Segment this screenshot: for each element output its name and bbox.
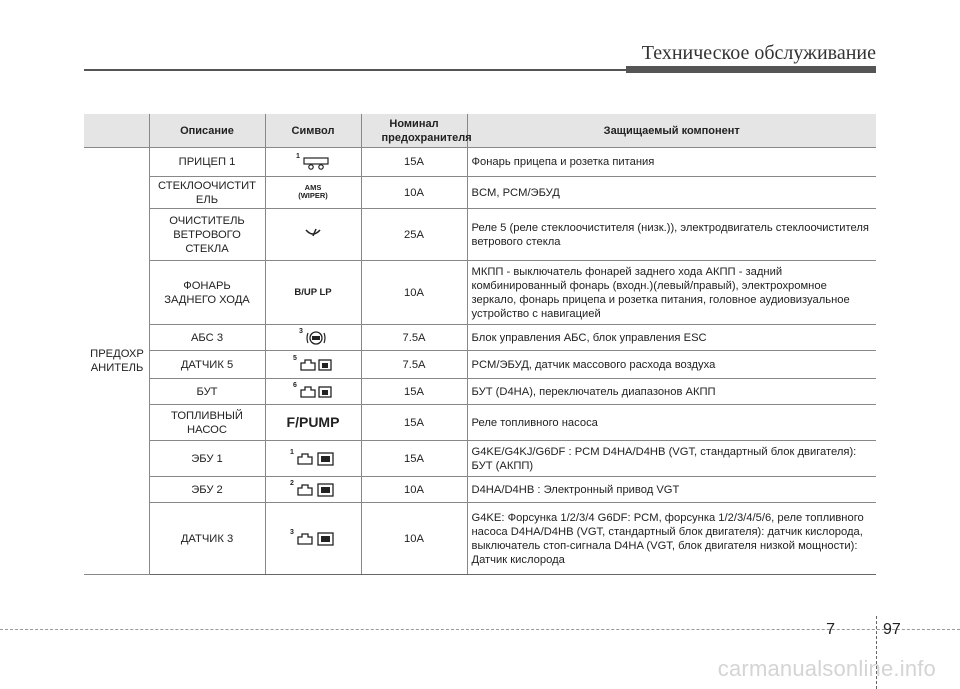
protected-component: Реле 5 (реле стеклоочистителя (низк.)), электродвигатель стеклоочистителя ветрового стекла [467, 209, 876, 261]
engine-ecu-icon: 1 [290, 451, 336, 467]
table-row [84, 148, 876, 177]
ams-wiper-symbol: AMS (WIPER) [298, 182, 328, 200]
fuse-description: ДАТЧИК 5 [149, 351, 265, 379]
fuse-description: ТОПЛИВНЫЙ НАСОС [149, 405, 265, 441]
protected-component: Реле топливного насоса [467, 405, 876, 441]
fuel-pump-symbol: F/PUMP [286, 413, 340, 430]
page-index: 97 [883, 621, 901, 638]
location-cell: ПРЕДОХРАНИТЕЛЬ [84, 148, 149, 575]
trailer-icon: 1 [296, 156, 330, 170]
washer-icon [303, 226, 323, 240]
fuse-description: ПРИЦЕП 1 [149, 148, 265, 177]
fuse-rating: 25A [361, 209, 467, 261]
header-description: Описание [149, 114, 265, 148]
header-location [84, 114, 149, 148]
protected-component: G4KE: Форсунка 1/2/3/4 G6DF: PCM, форсунка 1/2/3/4/5/6, реле топливного насоса D4HA/D4HB (VGT, стандартный блок двигателя): датчик кислорода, выключатель стоп-сигнала D4HA (VGT, блок двигателя низкой мощности): Датчик кислорода [467, 503, 876, 575]
protected-component: БУТ (D4HA), переключатель диапазонов АКПП [467, 379, 876, 405]
fuse-description: БУТ [149, 379, 265, 405]
fuse-description: АБС 3 [149, 325, 265, 351]
table-row [84, 209, 876, 261]
fuse-rating: 15A [361, 405, 467, 441]
fuse-rating: 10A [361, 261, 467, 325]
symbol-cell [265, 325, 361, 351]
table-header-row [84, 114, 876, 148]
table-row [84, 177, 876, 209]
watermark: carmanualsonline.info [717, 656, 936, 681]
chapter-number: 7 [826, 621, 835, 638]
protected-component: D4HA/D4HB : Электронный привод VGT [467, 477, 876, 503]
protected-component: G4KE/G4KJ/G6DF : PCM D4HA/D4HB (VGT, стандартный блок двигателя): БУТ (АКПП) [467, 441, 876, 477]
fuse-description: ФОНАРЬ ЗАДНЕГО ХОДА [149, 261, 265, 325]
header-rule-thin [84, 69, 626, 71]
protected-component: PCM/ЭБУД, датчик массового расхода воздуха [467, 351, 876, 379]
table-row [84, 441, 876, 477]
footer-rule [0, 629, 960, 630]
fuse-description: ОЧИСТИТЕЛЬ ВЕТРОВОГО СТЕКЛА [149, 209, 265, 261]
table-row [84, 405, 876, 441]
engine-sensor-icon: 5 [293, 357, 333, 373]
header-component: Защищаемый компонент [467, 114, 876, 148]
fuse-rating: 15A [361, 148, 467, 177]
symbol-cell [265, 477, 361, 503]
header-rule-thick [626, 66, 876, 73]
symbol-cell [265, 405, 361, 441]
symbol-cell [265, 351, 361, 379]
engine-ecu-icon: 3 [290, 531, 336, 547]
symbol-cell [265, 503, 361, 575]
symbol-cell [265, 379, 361, 405]
fuse-rating: 10A [361, 503, 467, 575]
header-rating: Номинал предохранителя [361, 114, 467, 148]
fuse-rating: 7.5A [361, 325, 467, 351]
symbol-cell [265, 261, 361, 325]
fuse-description: ДАТЧИК 3 [149, 503, 265, 575]
engine-ecu-icon: 2 [290, 482, 336, 498]
header-symbol: Символ [265, 114, 361, 148]
protected-component: Блок управления АБС, блок управления ESC [467, 325, 876, 351]
fuse-rating: 15A [361, 441, 467, 477]
protected-component: МКПП - выключатель фонарей заднего хода АКПП - задний комбинированный фонарь (входн.)(левый/правый), электрохромное зеркало, фонарь прицепа и розетка питания, головное аудиовизуальное устройство с навигацией [467, 261, 876, 325]
fuse-rating: 7.5A [361, 351, 467, 379]
symbol-cell [265, 209, 361, 261]
fuse-rating: 15A [361, 379, 467, 405]
table-row [84, 503, 876, 575]
table-row [84, 325, 876, 351]
symbol-cell [265, 441, 361, 477]
page-header-title: Техническое обслуживание [641, 42, 876, 64]
symbol-cell [265, 177, 361, 209]
fuse-description: СТЕКЛООЧИСТИТЕЛЬ [149, 177, 265, 209]
protected-component: BCM, PCM/ЭБУД [467, 177, 876, 209]
fuse-description: ЭБУ 1 [149, 441, 265, 477]
engine-sensor-icon: 6 [293, 384, 333, 400]
table-row [84, 261, 876, 325]
table-row [84, 351, 876, 379]
abs-icon: 3 [299, 330, 327, 346]
table-row [84, 379, 876, 405]
protected-component: Фонарь прицепа и розетка питания [467, 148, 876, 177]
backup-lamp-symbol: B/UP LP [294, 287, 332, 298]
fuse-rating: 10A [361, 177, 467, 209]
fuse-table [84, 114, 876, 575]
table-row [84, 477, 876, 503]
fuse-rating: 10A [361, 477, 467, 503]
fuse-description: ЭБУ 2 [149, 477, 265, 503]
symbol-cell [265, 148, 361, 177]
